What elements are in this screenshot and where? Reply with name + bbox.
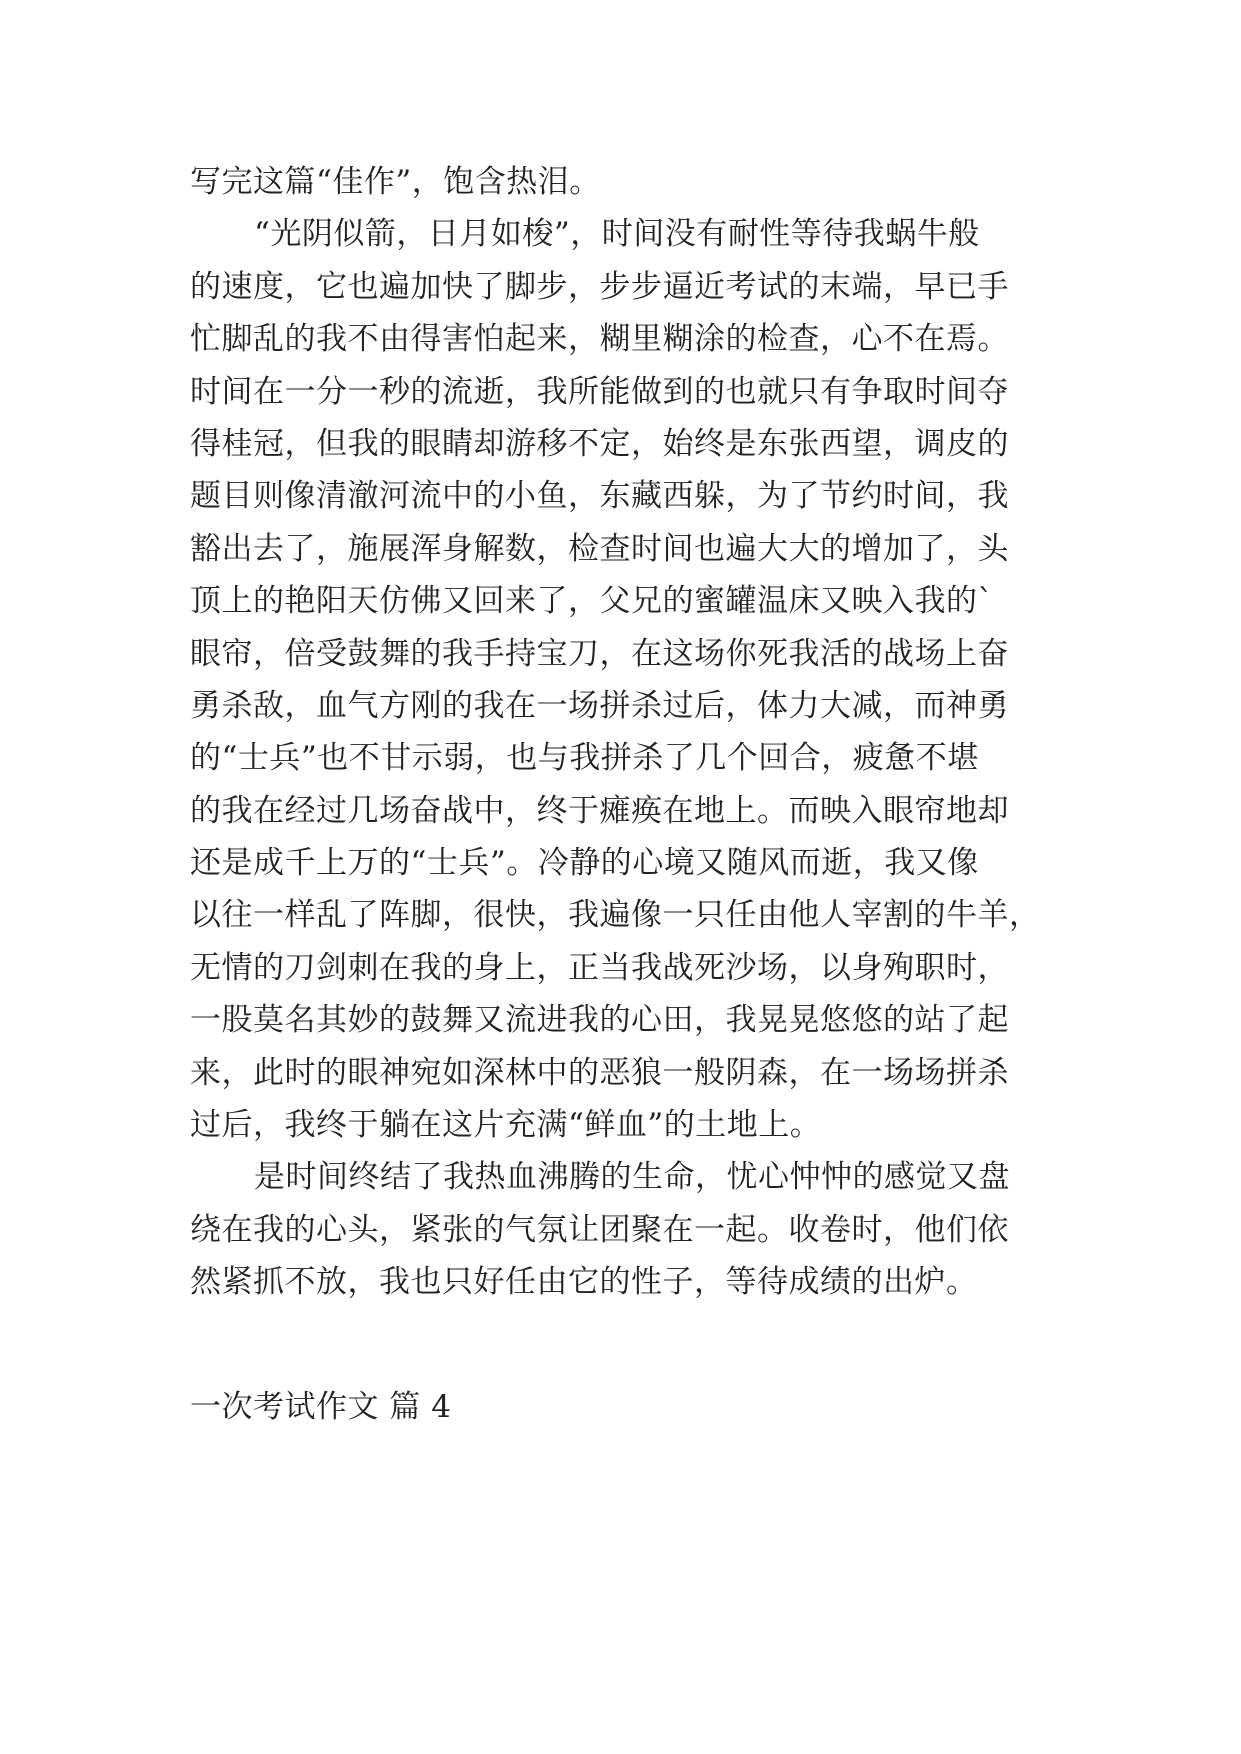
text-line: 勇杀敌，血气方刚的我在一场拼杀过后，体力大减，而神勇 [190, 687, 1009, 724]
text-line: 过后，我终于躺在这片充满“鲜血”的土地上。 [190, 1107, 822, 1144]
text-line: 眼帘，倍受鼓舞的我手持宝刀，在这场你死我活的战场上奋 [190, 635, 1009, 672]
text-line: 然紧抓不放，我也只好任由它的性子，等待成绩的出炉。 [190, 1264, 978, 1301]
text-line: 的速度，它也遍加快了脚步，步步逼近考试的末端，早已手 [190, 268, 1009, 305]
text-line: 题目则像清澈河流中的小鱼，东藏西躲，为了节约时间，我 [190, 478, 1009, 515]
paragraph-start-line: 是时间终结了我热血沸腾的生命，忧心忡忡的感觉又盘 [254, 1159, 1010, 1196]
text-line: 来，此时的眼神宛如深林中的恶狼一般阴森，在一场场拼杀 [190, 1054, 1009, 1091]
text-line: 还是成千上万的“士兵”。冷静的心境又随风而逝，我又像 [190, 845, 979, 882]
text-line: 顶上的艳阳天仿佛又回来了，父兄的蜜罐温床又映入我的` [190, 583, 994, 620]
paragraph-start-line: “光阴似箭，日月如梭”，时间没有耐性等待我蜗牛般 [254, 216, 980, 253]
section-spacer [190, 1309, 1070, 1381]
text-line: 豁出去了，施展浑身解数，检查时间也遍大大的增加了，头 [190, 530, 1009, 567]
text-line: 的“士兵”也不甘示弱，也与我拼杀了几个回合，疲惫不堪 [190, 740, 979, 777]
section-heading: 一次考试作文 篇 4 [190, 1388, 452, 1425]
text-line: 以往一样乱了阵脚，很快，我遍像一只任由他人宰割的牛羊， [190, 897, 1041, 934]
text-line: 写完这篇“佳作”，饱含热泪。 [190, 164, 601, 200]
text-line: 忙脚乱的我不由得害怕起来，糊里糊涂的检查，心不在焉。 [190, 321, 1009, 358]
text-line: 无情的刀剑刺在我的身上，正当我战死沙场，以身殉职时， [190, 949, 1009, 986]
text-line: 的我在经过几场奋战中，终于瘫痪在地上。而映入眼帘地却 [190, 792, 1009, 829]
document-body [190, 156, 1070, 1433]
text-line: 一股莫名其妙的鼓舞又流进我的心田，我晃晃悠悠的站了起 [190, 1002, 1009, 1039]
text-line: 绕在我的心头，紧张的气氛让团聚在一起。收卷时，他们依 [190, 1211, 1009, 1248]
text-line: 得桂冠，但我的眼睛却游移不定，始终是东张西望，调皮的 [190, 425, 1009, 462]
text-line: 时间在一分一秒的流逝，我所能做到的也就只有争取时间夺 [190, 373, 1009, 410]
